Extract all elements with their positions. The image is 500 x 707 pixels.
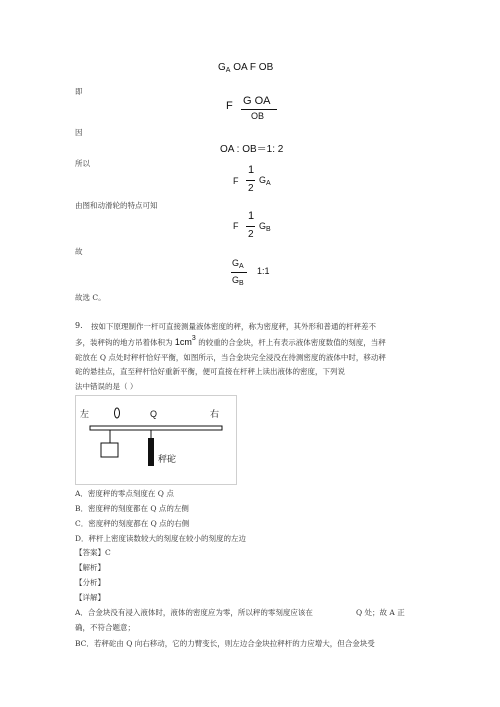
tag-detail: 【详解】 — [75, 593, 105, 602]
explain-a-line2: 确，不符合题意； — [75, 623, 135, 632]
eq6-fraction-bar — [231, 272, 247, 273]
eq6-numerator — [232, 258, 244, 270]
tag-fenxi: 【分析】 — [75, 578, 105, 587]
explain-a-line1: A．合金块没有浸入液体时，液体的密度应为零，所以秤的零刻度应该在 — [75, 608, 313, 617]
eq6-rhs: 1:1 — [257, 266, 270, 276]
question-line-2 — [75, 335, 386, 348]
option-d-key: D． — [75, 534, 89, 543]
eq4-g-sub: A — [266, 180, 271, 187]
eq6-denominator — [232, 275, 244, 287]
label-gu: 故 — [75, 247, 83, 256]
label-left: 左 — [80, 410, 90, 420]
option-d-text: 秤杆上密度读数较大的刻度在较小的刻度的左边 — [88, 534, 247, 543]
eq5-denominator: 2 — [248, 229, 254, 240]
option-b-text: 密度秤的刻度都在 Q 点的左侧 — [88, 504, 189, 513]
eq6-num-sub: A — [239, 263, 244, 270]
eq6-den-g: G — [232, 275, 240, 285]
question-number: 9. — [75, 321, 83, 330]
balance-beam — [90, 426, 222, 430]
label-ji: 即 — [75, 87, 83, 96]
eq1-g: G — [218, 62, 226, 73]
question-line-1: 按如下原理制作一杆可直接测量液体密度的秤，称为密度秤，其外形和普通的杆秤差不 — [91, 322, 376, 331]
eq2-fraction-bar — [241, 109, 277, 110]
eq2-lhs: F — [226, 100, 233, 112]
eq6-num-g: G — [232, 258, 240, 268]
eq5-lhs: F — [233, 221, 239, 231]
eq4-denominator: 2 — [248, 183, 254, 194]
answer-line: 故选 C。 — [75, 293, 106, 302]
equation-moment — [218, 62, 273, 74]
steelyard-diagram — [76, 396, 236, 484]
eq4-g-letter: G — [259, 175, 267, 185]
volume-exponent: 3 — [191, 335, 196, 342]
counterweight — [148, 438, 154, 466]
question-line-2b: 的较重的合金块，杆上有表示液体密度数值的刻度，当秤 — [198, 338, 386, 347]
question-line-4: 砣的悬挂点，直至秤杆恰好重新平衡，便可直接在杆秤上读出液体的密度，下列说 — [75, 367, 345, 376]
eq2-numerator: G OA — [243, 95, 271, 107]
pivot-hook-icon — [115, 408, 120, 418]
label-yin: 因 — [75, 128, 83, 137]
question-line-2a: 多，装秤钩的地方吊着体积为 — [75, 338, 173, 347]
eq5-g — [259, 221, 271, 233]
eq4-numerator: 1 — [248, 164, 255, 176]
option-c-text: 密度秤的刻度都在 Q 点的右侧 — [88, 519, 190, 528]
tag-analysis: 【解析】 — [75, 563, 105, 572]
question-line-5: 法中错误的是（ ） — [75, 382, 138, 391]
eq4-g — [259, 175, 271, 187]
option-a-text: 密度秤的零点刻度在 Q 点 — [87, 489, 174, 498]
eq6-den-sub: B — [239, 280, 244, 287]
tag-answer: 【答案】C — [75, 548, 111, 557]
option-c — [75, 518, 189, 529]
question-line-3: 砣放在 Q 点处时秤杆恰好平衡，如图所示，当合金块完全浸没在待测密度的液体中时，移动秤 — [75, 353, 386, 362]
option-a-key: A． — [75, 489, 88, 498]
eq4-fraction-bar — [246, 180, 255, 181]
eq5-g-sub: B — [266, 226, 271, 233]
eq2-denominator: OB — [251, 111, 265, 121]
eq5-fraction-bar — [246, 226, 255, 227]
eq1-sub: A — [225, 67, 231, 74]
eq5-numerator: 1 — [248, 210, 255, 222]
counterweight-label: 秤砣 — [158, 455, 177, 465]
label-right: 右 — [210, 410, 220, 420]
option-a — [75, 488, 174, 499]
volume-value: 1cm — [174, 337, 192, 347]
label-suoyi: 所以 — [75, 159, 90, 168]
option-b — [75, 503, 189, 514]
eq1-rest: OA F OB — [230, 62, 274, 73]
eq5-g-letter: G — [259, 221, 267, 231]
alloy-block — [101, 443, 118, 457]
explain-bc: BC．若秤砣由 Q 向右移动，它的力臂变长，则左边合金块拉秤杆的力应增大，但合金块受 — [75, 639, 375, 648]
label-youtu: 由图和动滑轮的特点可知 — [75, 201, 158, 210]
steelyard-figure — [75, 395, 237, 485]
label-q: Q — [150, 409, 158, 419]
option-b-key: B． — [75, 504, 89, 513]
equation-ratio: OA : OB＝1: 2 — [220, 144, 284, 155]
option-c-key: C． — [75, 519, 89, 528]
explain-a-line1b: Q 处；故 A 正 — [356, 608, 405, 617]
eq4-lhs: F — [233, 176, 239, 186]
option-d — [75, 533, 246, 544]
